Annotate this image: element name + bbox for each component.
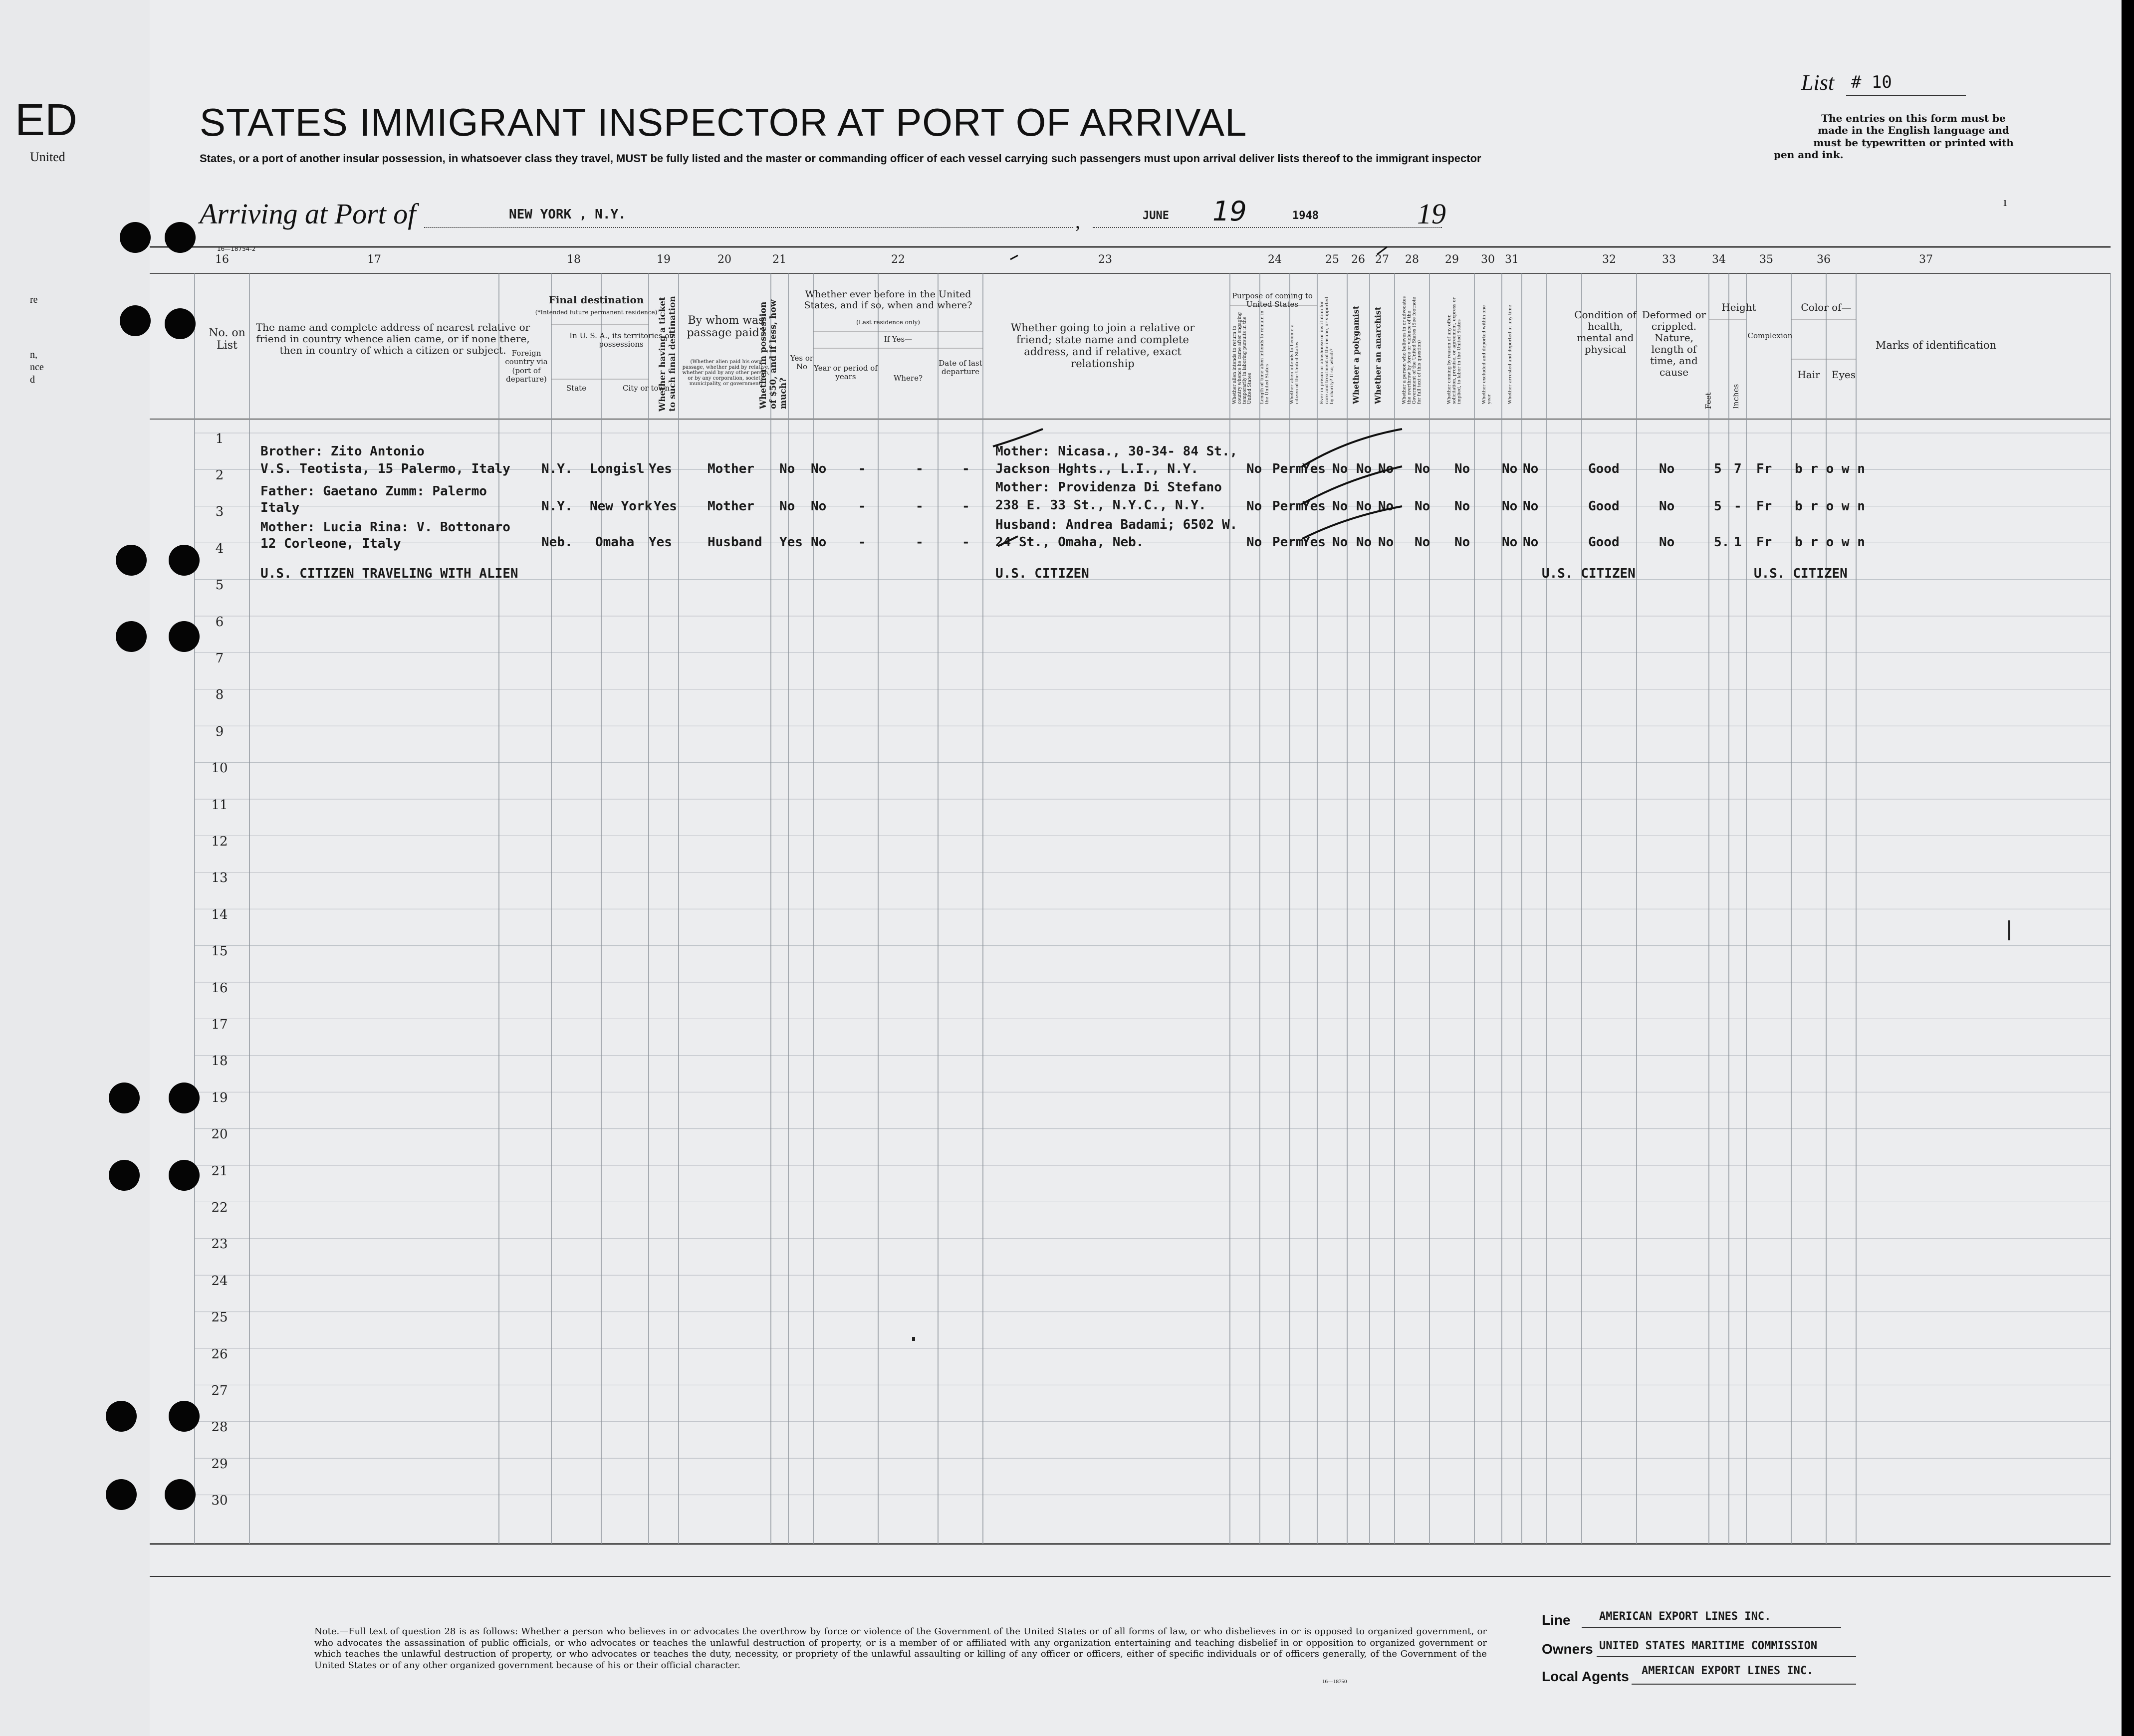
row3-return: No bbox=[1246, 535, 1262, 550]
column-number: 34 bbox=[1712, 253, 1726, 266]
header-polygamist: Whether a polygamist bbox=[1351, 305, 1361, 404]
punch-hole bbox=[165, 222, 196, 253]
row-number: 21 bbox=[211, 1163, 228, 1179]
header-purpose: Purpose of coming to United States bbox=[1232, 291, 1313, 309]
row1-join-line2: Jackson Hghts., L.I., N.Y. bbox=[995, 461, 1198, 476]
column-number: 33 bbox=[1662, 253, 1676, 266]
column-number: 31 bbox=[1505, 253, 1519, 266]
instruction-line: pen and ink. bbox=[1774, 149, 1844, 161]
row1-health: Good bbox=[1588, 461, 1620, 476]
arriving-label: Arriving at Port of bbox=[200, 198, 416, 230]
header-where: Where? bbox=[893, 374, 923, 383]
comma-mark: , bbox=[1075, 210, 1080, 232]
row-number: 15 bbox=[211, 944, 228, 959]
row2-join-line2: 238 E. 33 St., N.Y.C., N.Y. bbox=[995, 498, 1206, 513]
row3-inches: 1 bbox=[1734, 535, 1742, 550]
header-passage-paid: By whom was passage paid? bbox=[687, 314, 765, 340]
row3-year: - bbox=[858, 535, 866, 550]
header-final-destination: Final destination bbox=[548, 294, 644, 306]
column-number: 37 bbox=[1919, 253, 1933, 266]
row2-departure: - bbox=[962, 499, 970, 514]
port-value: NEW YORK , N.Y. bbox=[509, 207, 626, 222]
row-number: 9 bbox=[215, 724, 224, 739]
punch-hole bbox=[169, 1083, 200, 1113]
row3-deformed: No bbox=[1659, 535, 1675, 550]
header-ever-before: Whether ever before in the United States, and if so, when and where? bbox=[804, 289, 972, 311]
row1-join-line1: Mother: Nicasa., 30-34- 84 St., bbox=[995, 444, 1238, 459]
column-number: 27 bbox=[1375, 253, 1389, 266]
row2-anarchist: No bbox=[1378, 499, 1394, 514]
line-underline bbox=[1582, 1627, 1841, 1628]
row4-join: U.S. CITIZEN bbox=[995, 566, 1089, 581]
row2-join-line1: Mother: Providenza Di Stefano bbox=[995, 480, 1222, 495]
row1-relative-line2: V.S. Teotista, 15 Palermo, Italy bbox=[260, 461, 510, 476]
header-passage-paid-note: (Whether alien paid his own passage, whether paid by relative, whether paid by any other person, or by any corporation, society, municipality, or government) bbox=[682, 359, 770, 387]
row1-polygamist: No bbox=[1356, 461, 1372, 476]
row3-paid: Husband bbox=[708, 535, 762, 550]
row1-length: Perm bbox=[1272, 461, 1304, 476]
row-number: 20 bbox=[211, 1127, 228, 1142]
header-col31: Whether arrested and deported at any time bbox=[1508, 305, 1513, 404]
date-day: 19 bbox=[1212, 196, 1247, 227]
ink-dot bbox=[912, 1337, 915, 1341]
row3-money: Yes bbox=[779, 535, 803, 550]
row-number: 16 bbox=[211, 980, 228, 996]
column-number: 25 bbox=[1325, 253, 1339, 266]
column-number: 30 bbox=[1481, 253, 1495, 266]
row1-deformed: No bbox=[1659, 461, 1675, 476]
row2-year: - bbox=[858, 499, 866, 514]
column-number: 32 bbox=[1602, 253, 1616, 266]
row1-prison: No bbox=[1332, 461, 1348, 476]
row-number: 28 bbox=[211, 1420, 228, 1435]
column-number: 22 bbox=[891, 253, 905, 266]
punch-hole bbox=[106, 1479, 137, 1510]
list-label: List bbox=[1801, 70, 1835, 95]
margin-mark bbox=[2008, 920, 2010, 940]
header-complexion: Complexion bbox=[1747, 331, 1793, 340]
row2-relative-line2: Italy bbox=[260, 500, 300, 515]
century-label: 19 bbox=[1417, 198, 1446, 230]
row3-where: - bbox=[916, 535, 924, 550]
agents-value: AMERICAN EXPORT LINES INC. bbox=[1642, 1665, 1814, 1677]
header-inches: Inches bbox=[1731, 384, 1740, 409]
punch-hole bbox=[109, 1160, 140, 1191]
header-color-of: Color of— bbox=[1801, 301, 1852, 313]
row-number: 24 bbox=[211, 1273, 228, 1289]
row-number: 23 bbox=[211, 1237, 228, 1252]
row2-length: Perm bbox=[1272, 499, 1304, 514]
header-feet: Feet bbox=[1704, 392, 1713, 409]
row1-anarchist: No bbox=[1378, 461, 1394, 476]
punch-hole bbox=[169, 621, 200, 652]
row3-arrested: No bbox=[1523, 535, 1539, 550]
line-label: Line bbox=[1542, 1612, 1571, 1628]
row1-where: - bbox=[916, 461, 924, 476]
header-yes-or-no: Yes or No bbox=[790, 354, 814, 372]
row2-city: New York bbox=[590, 499, 653, 514]
column-number: 36 bbox=[1817, 253, 1831, 266]
row-number: 18 bbox=[211, 1054, 228, 1069]
row3-excluded: No bbox=[1502, 535, 1518, 550]
margin-mark: ı bbox=[2003, 195, 2007, 209]
row-number: 7 bbox=[215, 651, 224, 666]
row1-feet: 5 bbox=[1714, 461, 1722, 476]
row-number: 2 bbox=[215, 468, 224, 483]
row2-before: No bbox=[811, 499, 827, 514]
row3-offer: No bbox=[1454, 535, 1470, 550]
punch-hole bbox=[165, 308, 196, 339]
header-purpose-a: Whether alien intends to return to country whence he came after engaging temporarily in laboring pursuits in the United States bbox=[1232, 312, 1252, 404]
header-foreign-country: Foreign country via (port of departure) bbox=[505, 349, 548, 384]
row1-ticket: Yes bbox=[649, 461, 672, 476]
owners-label: Owners bbox=[1542, 1641, 1593, 1657]
column-number: 16 bbox=[215, 253, 229, 266]
header-condition: Condition of health, mental and physical bbox=[1574, 309, 1637, 355]
row3-city: Omaha bbox=[595, 535, 635, 550]
row2-return: No bbox=[1246, 499, 1262, 514]
column-number: 20 bbox=[717, 253, 731, 266]
column-number: 19 bbox=[657, 253, 671, 266]
row-number: 10 bbox=[211, 761, 228, 776]
row-number: 6 bbox=[215, 614, 224, 630]
row3-state: Neb. bbox=[541, 535, 573, 550]
row4-relative: U.S. CITIZEN TRAVELING WITH ALIEN bbox=[260, 566, 518, 581]
row3-length: Perm bbox=[1272, 535, 1304, 550]
row2-hair-eyes: b r o w n bbox=[1795, 499, 1865, 514]
row2-where: - bbox=[916, 499, 924, 514]
row1-year: - bbox=[858, 461, 866, 476]
fragment-text: n, bbox=[30, 349, 37, 360]
punch-hole bbox=[116, 621, 147, 652]
punch-hole bbox=[169, 1401, 200, 1432]
row2-state: N.Y. bbox=[541, 499, 573, 514]
row3-prison: No bbox=[1332, 535, 1348, 550]
row1-complexion: Fr bbox=[1756, 461, 1772, 476]
row2-citizen: Yes bbox=[1302, 499, 1326, 514]
header-in-usa: In U. S. A., its territories or possessions bbox=[569, 331, 673, 349]
row-number: 22 bbox=[211, 1200, 228, 1215]
instruction-line: The entries on this form must be bbox=[1821, 112, 2006, 124]
header-col29: Whether coming by reason of any offer, solicitation, promise, or agreement, express or implied, to labor in the United States bbox=[1447, 297, 1462, 404]
column-number: 26 bbox=[1351, 253, 1365, 266]
instruction-line: made in the English language and bbox=[1818, 124, 2009, 137]
row1-return: No bbox=[1246, 461, 1262, 476]
row3-polygamist: No bbox=[1356, 535, 1372, 550]
row-number: 5 bbox=[215, 578, 224, 593]
line-value: AMERICAN EXPORT LINES INC. bbox=[1599, 1610, 1771, 1623]
date-month: JUNE bbox=[1143, 210, 1169, 222]
header-ticket: Whether having a ticket to such final destination bbox=[658, 296, 678, 412]
column-number: 28 bbox=[1405, 253, 1419, 266]
footnote-text: Note.—Full text of question 28 is as follows: Whether a person who believes in or advocates the overthrow by force or violence of the Government of the United States or of all forms of law, or who disbelieves in or is opposed to organized government, or who advocates the assassination of public officials, or who advocates or teaches the unlawful destruction of property, or is a member of or affiliated with any organization entertaining and teaching disbelief in or opposition to organized government or which teaches the unlawful destruction of property, or who advocates or teaches the duty, necessity, or propriety of the unlawful assaulting or killing of any officer or officers, either of specific individuals or of officers generally, of the Government of the United States or of any other organized government because of his or their official character. bbox=[314, 1626, 1487, 1671]
row2-health: Good bbox=[1588, 499, 1620, 514]
row2-arrested: No bbox=[1523, 499, 1539, 514]
header-year-period: Year or period of years bbox=[814, 364, 878, 382]
row1-departure: - bbox=[962, 461, 970, 476]
column-number: 24 bbox=[1268, 253, 1282, 266]
row4-complexion: U.S. CITIZEN bbox=[1754, 566, 1848, 581]
row3-hair-eyes: b r o w n bbox=[1795, 535, 1865, 550]
row1-inches: 7 bbox=[1734, 461, 1742, 476]
row-number: 12 bbox=[211, 834, 228, 849]
page-title: STATES IMMIGRANT INSPECTOR AT PORT OF ARRIVAL bbox=[200, 100, 1247, 144]
row-number: 30 bbox=[211, 1493, 228, 1509]
header-join-relative: Whether going to join a relative or friend; state name and complete address, and if relative, exact relationship bbox=[1010, 322, 1195, 370]
row-number: 26 bbox=[211, 1346, 228, 1362]
header-marks: Marks of identification bbox=[1875, 339, 1997, 351]
footer-form-code: 16—18750 bbox=[1322, 1679, 1347, 1685]
manifest-page bbox=[150, 0, 2122, 1736]
row3-overthrow: No bbox=[1415, 535, 1430, 550]
row3-health: Good bbox=[1588, 535, 1620, 550]
header-col25: Ever in prison or almshouse or institution for care and treatment of the insane, or supported by charity? If so, which? bbox=[1320, 297, 1335, 404]
header-possession-50: Whether in possession of $50, and if less, how much? bbox=[758, 299, 788, 409]
row2-inches: - bbox=[1734, 499, 1742, 514]
header-if-yes: If Yes— bbox=[884, 335, 913, 344]
punch-hole bbox=[109, 1083, 140, 1113]
row2-paid: Mother bbox=[708, 499, 754, 514]
row2-ticket: Yes bbox=[654, 499, 677, 514]
row2-deformed: No bbox=[1659, 499, 1675, 514]
row1-overthrow: No bbox=[1415, 461, 1430, 476]
column-number: 35 bbox=[1759, 253, 1773, 266]
row3-citizen: Yes bbox=[1302, 535, 1326, 550]
row-number: 27 bbox=[211, 1383, 228, 1398]
header-anarchist: Whether an anarchist bbox=[1373, 306, 1383, 404]
row-number: 29 bbox=[211, 1456, 228, 1472]
punch-hole bbox=[116, 545, 147, 576]
row2-polygamist: No bbox=[1356, 499, 1372, 514]
fragment-text: re bbox=[30, 294, 38, 305]
header-deformed: Deformed or crippled. Nature, length of time, and cause bbox=[1642, 309, 1706, 378]
row-number: 14 bbox=[211, 907, 228, 922]
header-ever-before-note: (Last residence only) bbox=[856, 319, 920, 326]
row-number: 19 bbox=[211, 1090, 228, 1105]
column-number: 29 bbox=[1445, 253, 1459, 266]
header-height: Height bbox=[1721, 301, 1756, 313]
punch-hole bbox=[169, 1160, 200, 1191]
row1-hair-eyes: b r o w n bbox=[1795, 461, 1865, 476]
list-number: # 10 bbox=[1851, 72, 1892, 92]
row-number: 13 bbox=[211, 870, 228, 886]
row1-relative-line1: Brother: Zito Antonio bbox=[260, 444, 425, 459]
row-number: 4 bbox=[215, 541, 224, 556]
header-col30: Whether excluded and deported within one year bbox=[1482, 305, 1492, 404]
header-date-departure: Date of last departure bbox=[939, 359, 982, 377]
row2-excluded: No bbox=[1502, 499, 1518, 514]
row1-offer: No bbox=[1454, 461, 1470, 476]
header-no-on-list: No. on List bbox=[209, 327, 245, 352]
row3-relative-line1: Mother: Lucia Rina: V. Bottonaro bbox=[260, 520, 510, 535]
column-number: 17 bbox=[367, 253, 381, 266]
row2-offer: No bbox=[1454, 499, 1470, 514]
row4-health: U.S. CITIZEN bbox=[1542, 566, 1636, 581]
header-eyes: Eyes bbox=[1832, 369, 1856, 381]
column-number: 18 bbox=[567, 253, 581, 266]
header-purpose-c: Whether alien intends to become a citizen of the United States bbox=[1290, 324, 1300, 404]
row-number: 17 bbox=[211, 1017, 228, 1032]
row3-feet: 5. bbox=[1714, 535, 1730, 550]
header-state: State bbox=[566, 384, 587, 393]
row1-citizen: Yes bbox=[1302, 461, 1326, 476]
row3-complexion: Fr bbox=[1756, 535, 1772, 550]
row1-state: N.Y. bbox=[541, 461, 573, 476]
date-year: 1948 bbox=[1292, 210, 1319, 222]
row1-city: Longisl bbox=[590, 461, 645, 476]
column-number: 21 bbox=[772, 253, 786, 266]
fragment-text: d bbox=[30, 374, 35, 385]
row1-money: No bbox=[779, 461, 795, 476]
header-col28: Whether a person who believes in or advocates the overthrow by force or violence of the Government of the United States (See footnote for full text of this question) bbox=[1402, 296, 1422, 404]
header-hair: Hair bbox=[1797, 369, 1820, 381]
row1-excluded: No bbox=[1502, 461, 1518, 476]
punch-hole bbox=[120, 305, 151, 336]
row2-overthrow: No bbox=[1415, 499, 1430, 514]
fragment-text: nce bbox=[30, 362, 44, 373]
header-city: City or town bbox=[622, 384, 670, 393]
row3-departure: - bbox=[962, 535, 970, 550]
row1-arrested: No bbox=[1523, 461, 1539, 476]
fragment-heading: ED bbox=[15, 95, 78, 145]
row3-join-line1: Husband: Andrea Badami; 6502 W. bbox=[995, 517, 1238, 532]
row2-feet: 5 bbox=[1714, 499, 1722, 514]
previous-page-strip bbox=[0, 0, 150, 1736]
row2-relative-line1: Father: Gaetano Zumm: Palermo bbox=[260, 484, 487, 499]
row3-join-line2: 24 St., Omaha, Neb. bbox=[995, 535, 1144, 550]
owners-value: UNITED STATES MARITIME COMMISSION bbox=[1599, 1640, 1818, 1652]
row2-complexion: Fr bbox=[1756, 499, 1772, 514]
row-number: 11 bbox=[211, 797, 228, 813]
agents-label: Local Agents bbox=[1542, 1669, 1629, 1684]
form-code: 16—18754-2 bbox=[217, 245, 256, 252]
header-final-destination-note: (*Intended future permanent residence) bbox=[535, 309, 658, 316]
punch-hole bbox=[169, 545, 200, 576]
column-number: 23 bbox=[1098, 253, 1112, 266]
row-number: 8 bbox=[215, 687, 224, 703]
page-subtitle: States, or a port of another insular possession, in whatsoever class they travel, MUST be fully listed and the master or commanding officer of each vessel carrying such passengers must upon arrival deliver lists thereof to the immigrant inspector bbox=[200, 152, 1481, 165]
row1-paid: Mother bbox=[708, 461, 754, 476]
header-purpose-b: Length of time alien intends to remain in the United States bbox=[1260, 310, 1270, 404]
instruction-line: must be typewritten or printed with bbox=[1813, 136, 2014, 149]
row3-anarchist: No bbox=[1378, 535, 1394, 550]
row1-before: No bbox=[811, 461, 827, 476]
punch-hole bbox=[120, 222, 151, 253]
row2-prison: No bbox=[1332, 499, 1348, 514]
row3-relative-line2: 12 Corleone, Italy bbox=[260, 536, 401, 551]
agents-underline bbox=[1632, 1684, 1856, 1685]
punch-hole bbox=[165, 1479, 196, 1510]
row2-money: No bbox=[779, 499, 795, 514]
row3-before: No bbox=[811, 535, 827, 550]
fragment-text: United bbox=[30, 150, 65, 164]
row-number: 3 bbox=[215, 504, 224, 520]
punch-hole bbox=[106, 1401, 137, 1432]
row3-ticket: Yes bbox=[649, 535, 672, 550]
row-number: 1 bbox=[215, 431, 224, 446]
row-number: 25 bbox=[211, 1310, 228, 1325]
owners-underline bbox=[1597, 1656, 1856, 1657]
header-relative-address: The name and complete address of nearest relative or friend in country whence alien came, or if none there, then in country of which a citizen or subject. bbox=[255, 321, 530, 356]
